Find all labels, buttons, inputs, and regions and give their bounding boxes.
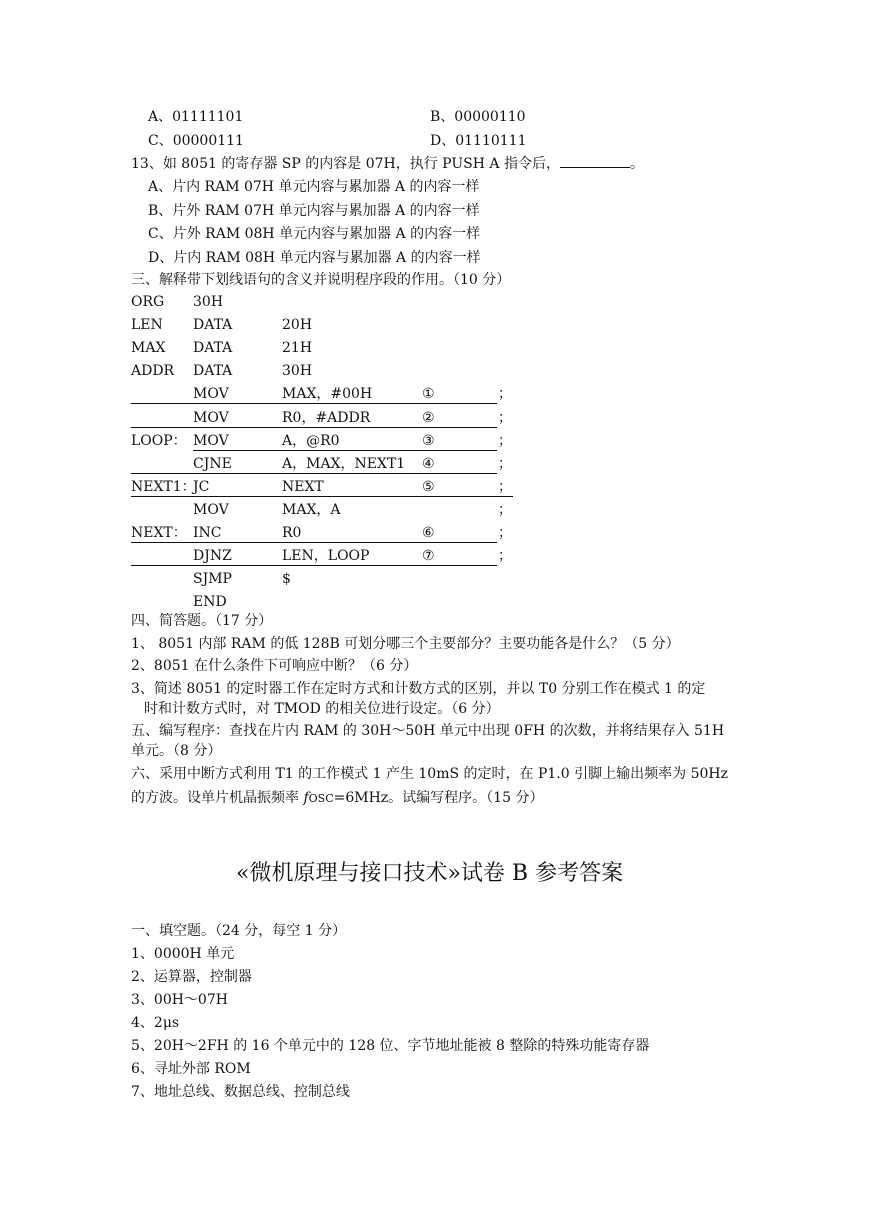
section5-line1: 五、编写程序：查找在片内 RAM 的 30H～50H 单元中出现 0FH 的次数，并将结果存入 51H <box>131 723 725 739</box>
q12-option-b: B、00000110 <box>430 109 526 125</box>
code-operand: 21H <box>282 340 313 356</box>
code-marker: ③ <box>422 433 435 449</box>
code-operand: $ <box>282 571 291 587</box>
code-opcode: MOV <box>193 410 229 426</box>
code-marker: ② <box>422 410 435 426</box>
answer-item: 1、0000H 单元 <box>131 946 235 962</box>
section4-heading: 四、简答题。（17 分） <box>131 613 273 629</box>
code-opcode: DJNZ <box>193 548 232 564</box>
code-semicolon: ； <box>498 525 512 541</box>
code-opcode: INC <box>193 525 222 541</box>
q13-stem <box>131 153 644 176</box>
q13-option-b: B、片外 RAM 07H 单元内容与累加器 A 的内容一样 <box>148 203 480 219</box>
answer-item: 5、20H～2FH 的 16 个单元中的 128 位、字节地址能被 8 整除的特殊功能寄存器 <box>131 1038 650 1054</box>
code-underline <box>131 542 497 543</box>
q12-option-d: D、01110111 <box>430 133 527 149</box>
code-operand: MAX，#00H <box>282 386 373 402</box>
code-marker: ⑥ <box>422 525 435 541</box>
code-marker: ⑦ <box>422 548 435 564</box>
code-semicolon: ； <box>498 410 512 426</box>
code-operand: R0，#ADDR <box>282 410 371 426</box>
code-operand: 20H <box>282 317 313 333</box>
code-underline <box>131 403 497 404</box>
code-semicolon: ； <box>498 433 512 449</box>
code-underline <box>193 450 497 451</box>
code-label: LOOP： <box>131 433 187 449</box>
code-opcode: DATA <box>193 317 233 333</box>
code-opcode: CJNE <box>193 456 232 472</box>
code-operand: A，@R0 <box>282 433 340 449</box>
q13-option-d: D、片内 RAM 08H 单元内容与累加器 A 的内容一样 <box>148 250 481 266</box>
code-opcode: END <box>193 594 227 610</box>
answer-item: 4、2μs <box>131 1015 180 1031</box>
code-operand: NEXT <box>282 479 324 495</box>
code-label: NEXT： <box>131 525 187 541</box>
code-operand: 30H <box>282 363 313 379</box>
code-label: MAX <box>131 340 166 356</box>
q13-stem-end: 。 <box>629 156 644 172</box>
code-semicolon: ； <box>498 502 512 518</box>
code-opcode: 30H <box>193 294 224 310</box>
code-opcode: DATA <box>193 363 233 379</box>
answer-item: 3、00H～07H <box>131 992 228 1008</box>
code-label: ORG <box>131 294 165 310</box>
q13-stem-text: 13、如 8051 的寄存器 SP 的内容是 07H，执行 PUSH A 指令后， <box>131 156 560 172</box>
q13-option-a: A、片内 RAM 07H 单元内容与累加器 A 的内容一样 <box>148 179 480 195</box>
code-label: LEN <box>131 317 163 333</box>
code-semicolon: ； <box>498 456 512 472</box>
code-underline <box>131 565 497 566</box>
section4-question-1: 1、 8051 内部 RAM 的低 128B 可划分哪三个主要部分？主要功能各是什么？（5 分） <box>131 636 680 652</box>
answer-blank <box>560 153 630 168</box>
code-opcode: MOV <box>193 502 229 518</box>
section6-line2-text: 的方波。设单片机晶振频率 <box>131 790 304 806</box>
answer-key-title: «微机原理与接口技术»试卷 B 参考答案 <box>236 861 624 886</box>
code-underline <box>131 473 497 474</box>
code-label: NEXT1： <box>131 479 196 495</box>
code-semicolon: ； <box>498 479 512 495</box>
frequency-subscript: OSC <box>308 792 334 805</box>
code-underline <box>131 496 513 497</box>
q12-option-a: A、01111101 <box>148 109 244 125</box>
code-semicolon: ； <box>498 548 512 564</box>
code-underline <box>131 427 497 428</box>
code-operand: LEN，LOOP <box>282 548 370 564</box>
q12-option-c: C、00000111 <box>148 133 244 149</box>
answer-item: 2、运算器，控制器 <box>131 969 252 985</box>
answer-section1-heading: 一、填空题。（24 分，每空 1 分） <box>131 923 347 939</box>
answer-item: 7、地址总线、数据总线、控制总线 <box>131 1084 350 1100</box>
section5-line2: 单元。（8 分） <box>131 743 222 759</box>
section4-question-3-line1: 3、简述 8051 的定时器工作在定时方式和计数方式的区别，并以 T0 分别工作在模式 1 的定 <box>131 681 706 697</box>
code-marker: ⑤ <box>422 479 435 495</box>
section4-question-2: 2、8051 在什么条件下可响应中断？（6 分） <box>131 658 418 674</box>
code-opcode: SJMP <box>193 571 232 587</box>
section6-line2-end: =6MHz。试编写程序。（15 分） <box>333 790 544 806</box>
code-marker: ④ <box>422 456 435 472</box>
q13-option-c: C、片外 RAM 08H 单元内容与累加器 A 的内容一样 <box>148 226 481 242</box>
code-opcode: MOV <box>193 433 229 449</box>
code-operand: MAX，A <box>282 502 341 518</box>
code-opcode: JC <box>193 479 210 495</box>
code-marker: ① <box>422 386 435 402</box>
code-semicolon: ； <box>498 386 512 402</box>
code-operand: A，MAX，NEXT1 <box>282 456 406 472</box>
code-operand: R0 <box>282 525 302 541</box>
section6-line1: 六、采用中断方式利用 T1 的工作模式 1 产生 10mS 的定时，在 P1.0 引脚上输出频率为 50Hz <box>131 766 728 782</box>
frequency-symbol: f <box>303 790 309 806</box>
answer-item: 6、寻址外部 ROM <box>131 1061 251 1077</box>
section6-line2 <box>131 787 543 810</box>
section4-question-3-line2: 时和计数方式时，对 TMOD 的相关位进行设定。（6 分） <box>144 701 500 717</box>
code-label: ADDR <box>131 363 175 379</box>
code-opcode: DATA <box>193 340 233 356</box>
section3-heading: 三、解释带下划线语句的含义并说明程序段的作用。（10 分） <box>131 272 511 288</box>
code-opcode: MOV <box>193 386 229 402</box>
